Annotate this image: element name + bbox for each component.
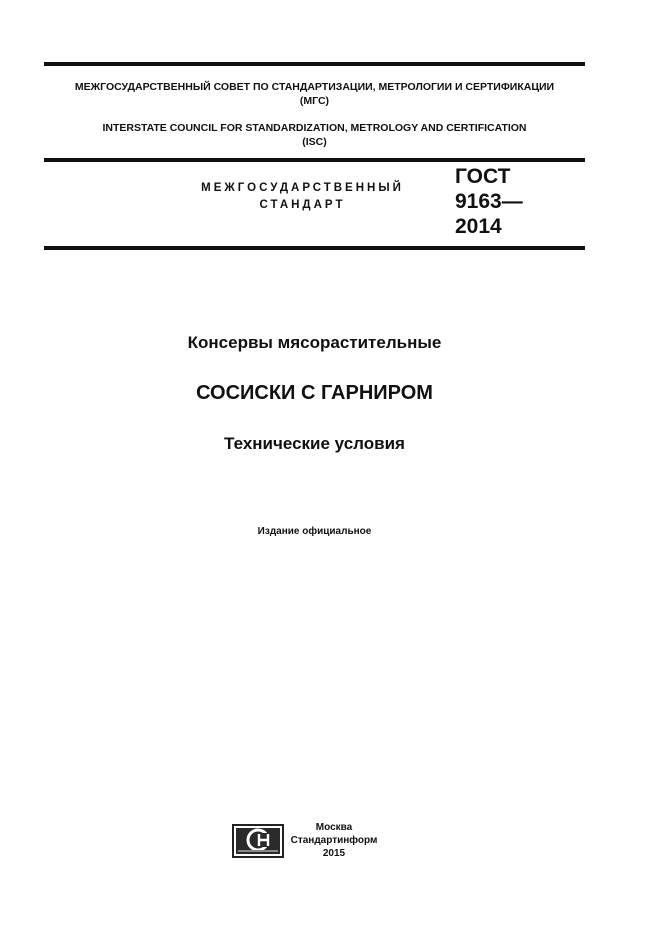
council-en [44,121,585,149]
publisher-city: Москва [315,822,353,833]
council-ru-line1: МЕЖГОСУДАРСТВЕННЫЙ СОВЕТ ПО СТАНДАРТИЗАЦИИ, МЕТРОЛОГИИ И СЕРТИФИКАЦИИ [74,81,555,93]
council-en-line2: (ISC) [302,136,327,148]
publisher-block [284,821,384,860]
council-ru-line2: (МГС) [299,95,330,107]
standard-code-line3: 2014 [455,215,502,238]
standard-code-line2: 9163— [455,190,523,213]
middle-rule [44,158,585,162]
council-en-line1: INTERSTATE COUNCIL FOR STANDARDIZATION, METROLOGY AND CERTIFICATION [102,122,527,134]
standard-code [455,164,523,239]
publisher-name: Стандартинформ [290,835,378,846]
standard-kind-line2: СТАНДАРТ [259,199,346,211]
publisher-year: 2015 [322,848,346,859]
category-title: Консервы мясорастительные [187,333,442,352]
product-title: СОСИСКИ С ГАРНИРОМ [196,382,433,404]
standard-code-line1: ГОСТ [455,165,511,188]
bottom-rule [44,246,585,250]
standard-kind [180,180,425,214]
subtitle: Технические условия [224,434,405,453]
edition-label: Издание официальное [257,526,372,537]
standard-kind-line1: МЕЖГОСУДАРСТВЕННЫЙ [201,182,404,194]
council-ru [44,80,585,108]
top-rule [44,62,585,66]
standartinform-logo-icon [232,824,284,858]
